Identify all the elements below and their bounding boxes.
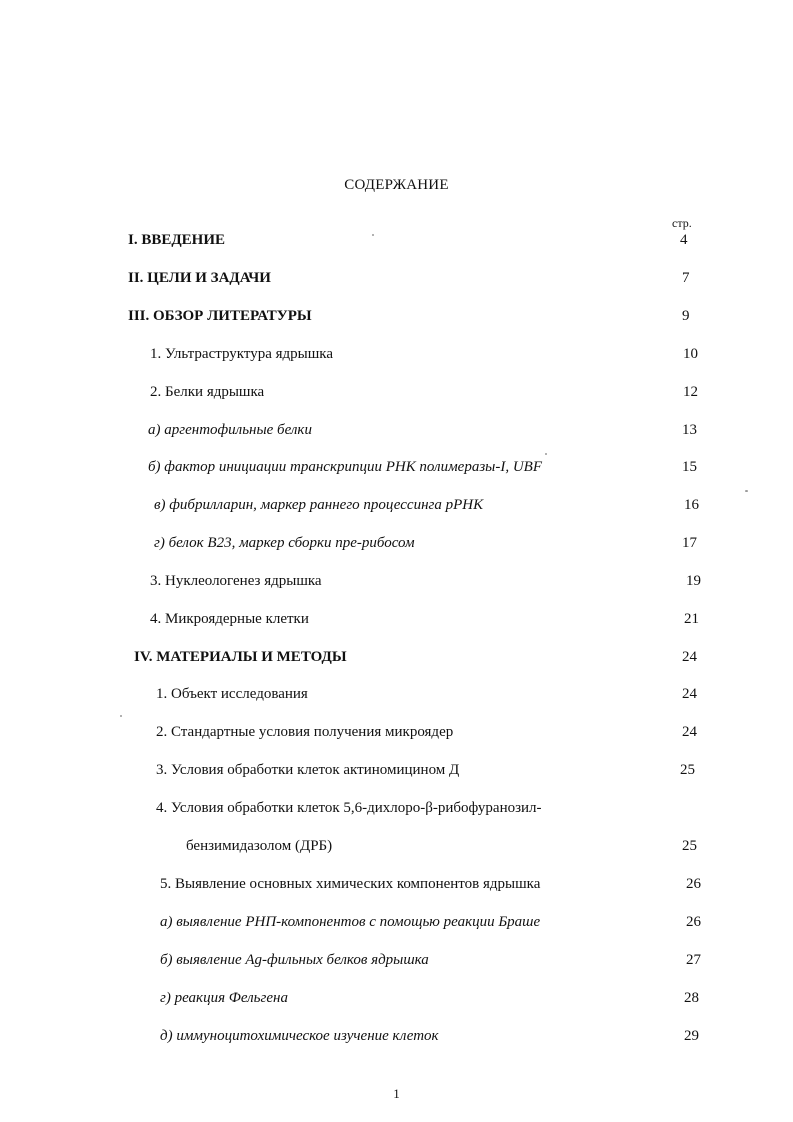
toc-label: в) фибрилларин, маркер раннего процессинга рРНК	[154, 497, 484, 513]
toc-page: 9	[682, 308, 690, 324]
toc-label: III. ОБЗОР ЛИТЕРАТУРЫ	[128, 308, 312, 324]
toc-page: 25	[680, 762, 695, 778]
toc-page: 24	[682, 649, 697, 665]
toc-subentry	[0, 950, 793, 970]
toc-label: IV. МАТЕРИАЛЫ И МЕТОДЫ	[134, 649, 347, 665]
toc-entry-continuation	[0, 836, 793, 856]
toc-entry	[0, 684, 793, 704]
toc-label: г) реакция Фельгена	[160, 990, 288, 1006]
toc-page: 26	[686, 914, 701, 930]
toc-page: 28	[684, 990, 699, 1006]
toc-entry	[0, 760, 793, 780]
contents-title: СОДЕРЖАНИЕ	[344, 177, 449, 193]
toc-label: а) выявление РНП-компонентов с помощью реакции Браше	[160, 914, 541, 930]
toc-entry	[0, 609, 793, 629]
toc-subentry	[0, 1026, 793, 1046]
toc-entry	[0, 344, 793, 364]
toc-label: 2. Стандартные условия получения микроядер	[156, 724, 454, 740]
toc-label: 4. Микроядерные клетки	[150, 611, 309, 627]
toc-page: 10	[683, 346, 698, 362]
toc-label: б) фактор инициации транскрипции РНК полимеразы-I, UBF	[148, 459, 542, 475]
toc-page: 13	[682, 422, 697, 438]
toc-subentry	[0, 457, 793, 477]
toc-label: I. ВВЕДЕНИЕ	[128, 232, 226, 248]
toc-label: б) выявление Ag-фильных белков ядрышка	[160, 952, 429, 968]
toc-label: 1. Ультраструктура ядрышка	[150, 346, 334, 362]
toc-page: 27	[686, 952, 701, 968]
toc-entry	[0, 798, 793, 818]
toc-label: II. ЦЕЛИ И ЗАДАЧИ	[128, 270, 271, 286]
toc-subentry	[0, 912, 793, 932]
toc-page: 26	[686, 876, 701, 892]
toc-page: 17	[682, 535, 697, 551]
scan-speck	[372, 234, 374, 236]
toc-label: бензимидазолом (ДРБ)	[186, 838, 333, 854]
toc-entry	[0, 571, 793, 591]
toc-section-goals	[0, 268, 793, 288]
toc-page: 29	[684, 1028, 699, 1044]
toc-page: 16	[684, 497, 699, 513]
toc-entry	[0, 722, 793, 742]
toc-section-introduction	[0, 230, 793, 250]
toc-page: 7	[682, 270, 690, 286]
toc-page: 25	[682, 838, 697, 854]
scan-speck	[545, 453, 547, 455]
toc-label: 3. Условия обработки клеток актиномицином Д	[156, 762, 460, 778]
toc-page: 12	[683, 384, 698, 400]
toc-entry	[0, 874, 793, 894]
toc-subentry	[0, 988, 793, 1008]
toc-label: г) белок В23, маркер сборки пре-рибосом	[154, 535, 415, 551]
toc-label: 5. Выявление основных химических компонентов ядрышка	[160, 876, 541, 892]
toc-label: д) иммуноцитохимическое изучение клеток	[160, 1028, 439, 1044]
toc-entry	[0, 382, 793, 402]
page-number: 1	[393, 1086, 400, 1101]
toc-section-materials-methods	[0, 647, 793, 667]
toc-label: 3. Нуклеологенез ядрышка	[150, 573, 322, 589]
page-column-header: стр.	[672, 216, 692, 230]
toc-section-literature-review	[0, 306, 793, 326]
toc-label: 2. Белки ядрышка	[150, 384, 265, 400]
toc-subentry	[0, 495, 793, 515]
scan-speck	[120, 715, 122, 717]
scan-speck	[745, 490, 748, 492]
toc-page: 19	[686, 573, 701, 589]
toc-page: 15	[682, 459, 697, 475]
toc-subentry	[0, 533, 793, 553]
toc-label: 1. Объект исследования	[156, 686, 308, 702]
toc-page: 21	[684, 611, 699, 627]
toc-page: 4	[680, 232, 688, 248]
toc-page: 24	[682, 724, 697, 740]
toc-subentry	[0, 420, 793, 440]
toc-page: 24	[682, 686, 697, 702]
toc-label: а) аргентофильные белки	[148, 422, 312, 438]
toc-label: 4. Условия обработки клеток 5,6-дихлоро-β-рибофуранозил-	[156, 800, 542, 816]
